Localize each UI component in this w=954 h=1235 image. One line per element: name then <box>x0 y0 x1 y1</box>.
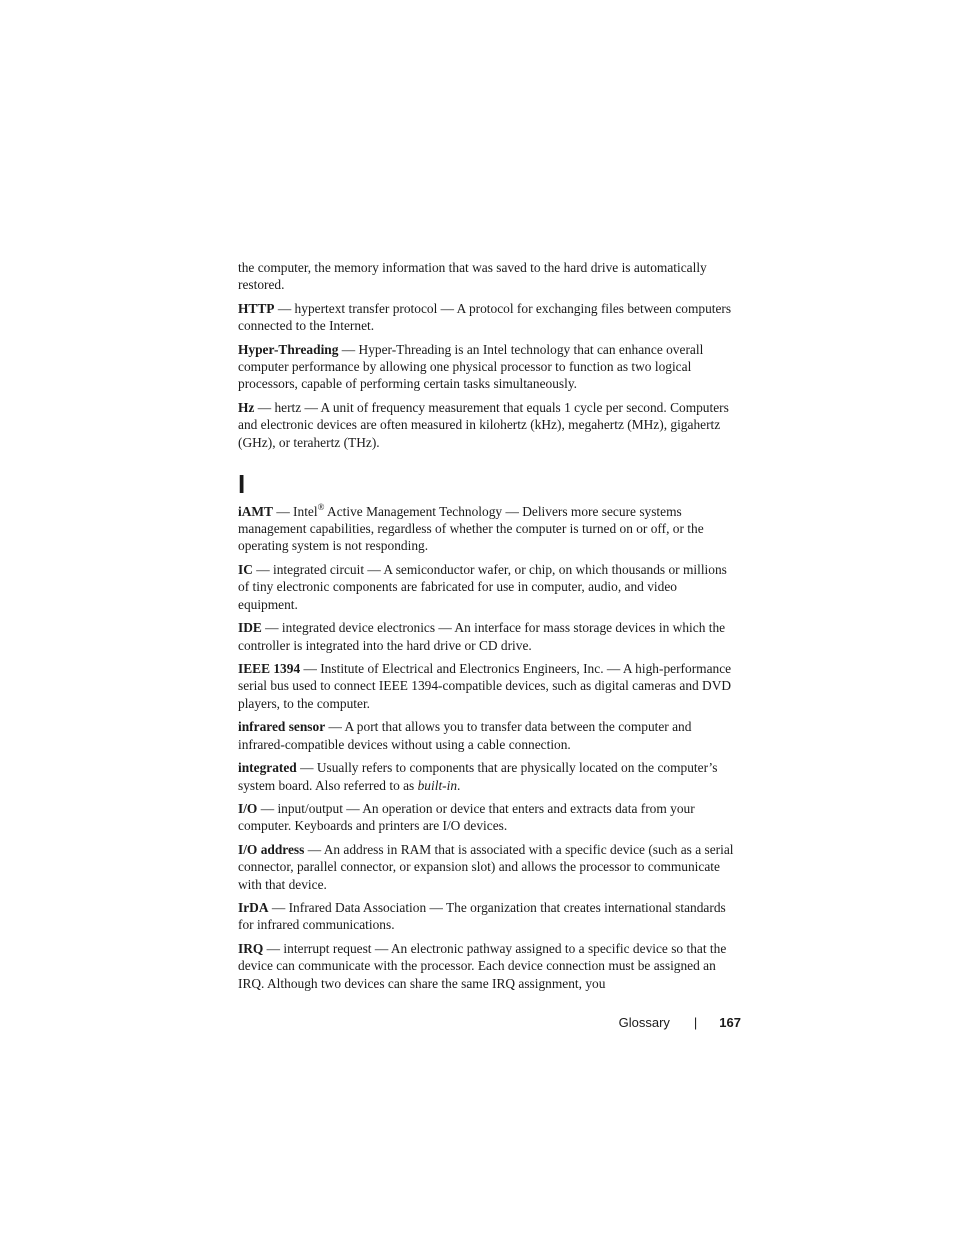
entry-term: I/O address <box>238 841 305 857</box>
entry-definition: — integrated circuit — A semiconductor wafer, or chip, on which thousands or millions of tiny electronic components are fabricated for use in computer, audio, and video equipment. <box>238 562 727 612</box>
entry-definition-part: — Usually refers to components that are physically located on the computer’s system board. Also referred to as <box>238 760 718 793</box>
entry-definition: — hypertext transfer protocol — A protocol for exchanging files between computers connected to the Internet. <box>238 300 732 334</box>
entry-io-address <box>238 841 738 893</box>
footer-section-name: Glossary <box>618 1015 670 1030</box>
entry-definition: — Infrared Data Association — The organization that creates international standards for infrared communications. <box>238 900 726 933</box>
continuation-text: the computer, the memory information that was saved to the hard drive is automatically restored. <box>238 260 707 293</box>
entry-iamt <box>238 503 738 555</box>
entry-definition-part: Active Management Technology — Delivers more secure systems management capabilities, regardless of whether the computer is turned on or off, or the operating system is not responding. <box>238 503 704 554</box>
entry-hz <box>238 399 738 451</box>
entry-term: I/O <box>238 801 258 817</box>
page-number: 167 <box>719 1015 741 1030</box>
entry-definition: — An address in RAM that is associated with a specific device (such as a serial connector, parallel connector, or expansion slot) and allows the processor to communicate with that device. <box>238 841 734 892</box>
entry-http <box>238 300 738 335</box>
entry-irda <box>238 899 738 934</box>
entry-term: Hz <box>238 399 255 415</box>
entry-term: IRQ <box>238 941 264 957</box>
entry-definition: — Institute of Electrical and Electronics Engineers, Inc. — A high-performance serial bus used to connect IEEE 1394-compatible devices, such as digital cameras and DVD players, to the computer. <box>238 661 732 711</box>
entry-term: IrDA <box>238 900 269 916</box>
entry-integrated <box>238 759 738 794</box>
entry-definition: — input/output — An operation or device that enters and extracts data from your computer. Keyboards and printers are I/O devices. <box>238 801 695 834</box>
entry-term: integrated <box>238 760 297 776</box>
entry-term: iAMT <box>238 503 273 519</box>
page-footer <box>619 1015 741 1030</box>
entry-io <box>238 800 738 835</box>
entry-ieee-1394 <box>238 660 738 712</box>
section-heading-i: I <box>238 468 246 499</box>
entry-term: Hyper-Threading <box>238 341 339 357</box>
entry-definition: — A port that allows you to transfer data between the computer and infrared-compatible devices without using a cable connection. <box>238 719 692 752</box>
italic-term: built-in <box>417 777 458 793</box>
registered-mark: ® <box>317 501 325 512</box>
glossary-body <box>238 259 738 998</box>
entry-definition: — integrated device electronics — An interface for mass storage devices in which the controller is integrated into the hard drive or CD drive. <box>238 620 726 653</box>
entry-definition: — interrupt request — An electronic pathway assigned to a specific device so that the device can communicate with the processor. Each device connection must be assigned an IRQ. Although two devices can share the same IRQ assignment, you <box>238 941 727 991</box>
entry-infrared-sensor <box>238 718 738 753</box>
entry-ide <box>238 619 738 654</box>
entry-definition-part: — Intel <box>272 503 318 519</box>
entry-term: IEEE 1394 <box>238 661 301 677</box>
entry-term: IC <box>238 562 253 578</box>
entry-term: HTTP <box>238 300 275 316</box>
entry-definition: — hertz — A unit of frequency measurement that equals 1 cycle per second. Computers and electronic devices are often measured in kilohertz (kHz), megahertz (MHz), gigahertz (GHz), or terahertz (THz). <box>238 399 729 450</box>
entry-definition: — Hyper-Threading is an Intel technology that can enhance overall computer performance by allowing one physical processor to function as two logical processors, capable of performing certain tasks simultaneously. <box>238 341 704 392</box>
entry-irq <box>238 940 738 992</box>
entry-term: IDE <box>238 620 262 636</box>
entry-ic <box>238 561 738 613</box>
entry-term: infrared sensor <box>238 719 326 735</box>
footer-separator: | <box>693 1015 698 1030</box>
entry-hyper-threading <box>238 341 738 393</box>
entry-definition-part: . <box>457 777 461 793</box>
